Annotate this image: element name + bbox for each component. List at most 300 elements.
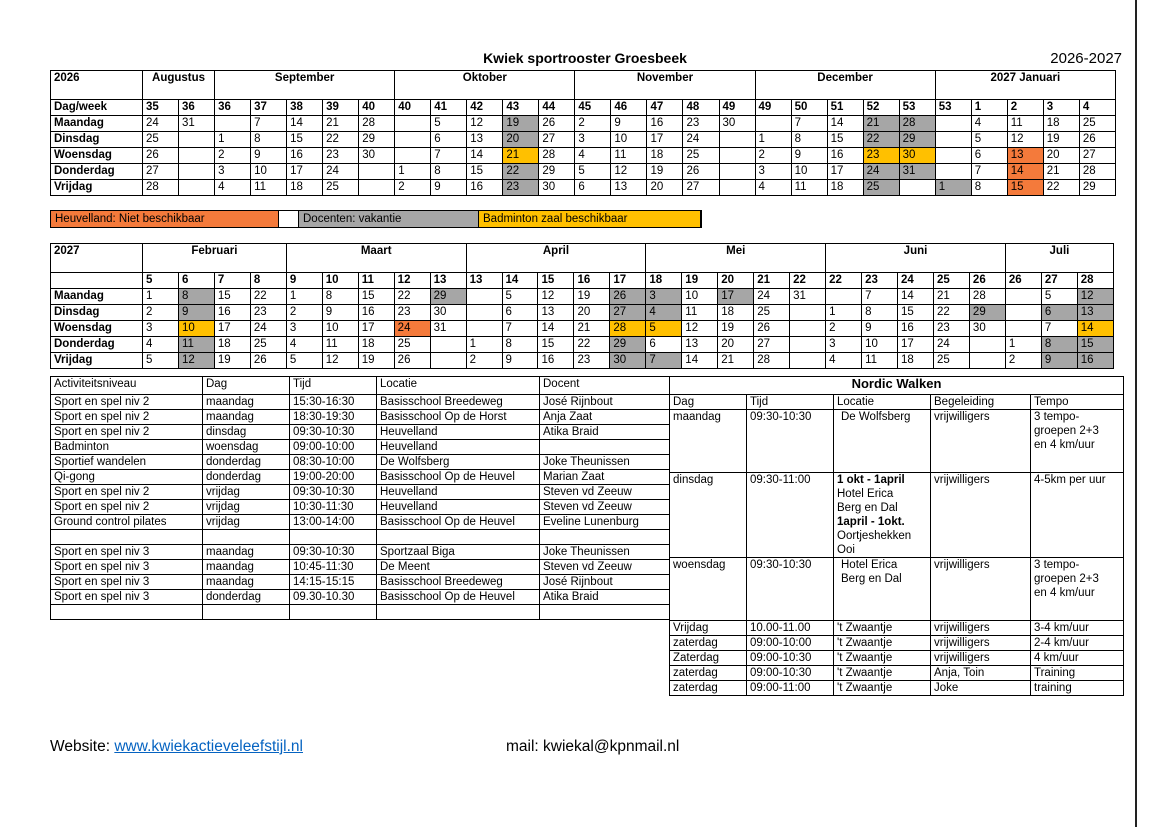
nordic-locatie: [834, 558, 931, 621]
date-cell: 4: [755, 180, 791, 196]
date-cell: 22: [1043, 180, 1079, 196]
calendar-2026: [50, 70, 1116, 196]
date-cell: [790, 353, 826, 369]
date-cell: 14: [538, 321, 574, 337]
date-cell: 28: [969, 289, 1005, 305]
date-cell: 9: [502, 353, 538, 369]
date-cell: 26: [394, 353, 430, 369]
date-cell: 18: [718, 305, 754, 321]
nordic-block-row: [670, 558, 1124, 621]
date-cell: 29: [1079, 180, 1115, 196]
nordic-cell: training: [1031, 681, 1124, 696]
activity-row: [51, 545, 670, 560]
activity-row: [51, 530, 670, 545]
nordic-cell: 't Zwaantje: [834, 666, 931, 681]
activity-cell: 09:30-10:30: [290, 485, 377, 500]
website-label: Website:: [50, 738, 111, 755]
date-cell: [430, 353, 466, 369]
month-label: April: [466, 244, 646, 273]
activity-cell: [203, 605, 290, 620]
nordic-cell: Zaterdag: [670, 651, 747, 666]
date-cell: 21: [323, 116, 359, 132]
date-cell: 26: [610, 289, 646, 305]
date-cell: 9: [178, 305, 214, 321]
date-cell: 3: [286, 321, 322, 337]
date-cell: 2: [826, 321, 862, 337]
date-cell: 8: [791, 132, 827, 148]
week-number: 40: [359, 100, 395, 116]
date-cell: 7: [791, 116, 827, 132]
date-cell: 13: [611, 180, 647, 196]
date-cell: 6: [431, 132, 467, 148]
date-cell: 16: [214, 305, 250, 321]
nordic-cell: 10.00-11.00: [747, 621, 834, 636]
month-label: November: [575, 71, 755, 100]
week-number: 26: [1005, 273, 1041, 289]
week-number: 38: [287, 100, 323, 116]
week-number: 17: [610, 273, 646, 289]
activity-cell: Basisschool Op de Heuvel: [377, 470, 540, 485]
date-cell: 3: [143, 321, 179, 337]
column-header: Docent: [540, 377, 670, 395]
activity-row: [51, 440, 670, 455]
nordic-cell: vrijwilligers: [931, 651, 1031, 666]
date-cell: 14: [827, 116, 863, 132]
nordic-cell: 't Zwaantje: [834, 651, 931, 666]
date-cell: 13: [467, 132, 503, 148]
nordic-locatie: [834, 410, 931, 473]
date-cell: 8: [178, 289, 214, 305]
nordic-tempo: [1031, 410, 1124, 473]
date-cell: 7: [502, 321, 538, 337]
week-number: 13: [430, 273, 466, 289]
date-cell: 15: [898, 305, 934, 321]
month-label: Maart: [286, 244, 466, 273]
date-cell: 5: [1041, 289, 1077, 305]
date-cell: 31: [179, 116, 215, 132]
date-cell: 8: [431, 164, 467, 180]
week-number: 50: [791, 100, 827, 116]
date-cell: 21: [574, 321, 610, 337]
date-cell: 28: [1079, 164, 1115, 180]
activity-cell: vrijdag: [203, 515, 290, 530]
nordic-cell: 09:00-10:30: [747, 651, 834, 666]
activity-cell: 15:30-16:30: [290, 395, 377, 410]
date-cell: 7: [251, 116, 287, 132]
date-cell: 25: [394, 337, 430, 353]
nordic-cell: Training: [1031, 666, 1124, 681]
date-cell: 28: [754, 353, 790, 369]
nordic-tempo: [1031, 558, 1124, 621]
date-cell: 20: [503, 132, 539, 148]
date-cell: 2: [1005, 353, 1041, 369]
date-cell: 2: [575, 116, 611, 132]
date-cell: 27: [754, 337, 790, 353]
activity-cell: Eveline Lunenburg: [540, 515, 670, 530]
date-cell: 18: [647, 148, 683, 164]
activity-cell: Qi-gong: [51, 470, 203, 485]
nordic-cell: vrijwilligers: [931, 621, 1031, 636]
date-cell: 18: [287, 180, 323, 196]
nordic-tijd: 09:30-10:30: [747, 558, 834, 621]
locatie-line: Hotel Erica: [837, 488, 894, 500]
date-cell: 13: [682, 337, 718, 353]
date-cell: 19: [214, 353, 250, 369]
date-cell: [969, 353, 1005, 369]
activity-row: [51, 605, 670, 620]
date-cell: [969, 337, 1005, 353]
date-cell: 12: [1007, 132, 1043, 148]
week-number: 26: [969, 273, 1005, 289]
date-cell: 23: [394, 305, 430, 321]
date-cell: 1: [466, 337, 502, 353]
week-number: 49: [719, 100, 755, 116]
date-cell: 28: [899, 116, 935, 132]
date-cell: 12: [322, 353, 358, 369]
date-cell: 22: [323, 132, 359, 148]
date-cell: 25: [683, 148, 719, 164]
month-label: 2027 Januari: [935, 71, 1115, 100]
week-number: 51: [827, 100, 863, 116]
date-cell: 17: [287, 164, 323, 180]
date-cell: 8: [502, 337, 538, 353]
date-cell: 5: [286, 353, 322, 369]
activity-cell: donderdag: [203, 470, 290, 485]
nordic-title: Nordic Walken: [670, 377, 1124, 395]
activity-cell: 10:30-11:30: [290, 500, 377, 515]
activity-cell: maandag: [203, 560, 290, 575]
date-cell: 8: [1041, 337, 1077, 353]
date-cell: 19: [718, 321, 754, 337]
day-label: Donderdag: [51, 164, 143, 180]
nordic-cell: zaterdag: [670, 636, 747, 651]
legend-item: Badminton zaal beschikbaar: [479, 211, 701, 227]
week-row: [51, 100, 1116, 116]
footer-mail: mail: kwiekal@kpnmail.nl: [506, 738, 680, 755]
week-number: 12: [394, 273, 430, 289]
date-cell: 21: [863, 116, 899, 132]
date-cell: [430, 337, 466, 353]
day-row: [51, 180, 1116, 196]
date-cell: 23: [574, 353, 610, 369]
calendar-2027: [50, 243, 1114, 369]
week-number: 1: [971, 100, 1007, 116]
date-cell: [179, 164, 215, 180]
date-cell: 2: [215, 148, 251, 164]
activity-cell: 09:30-10:30: [290, 425, 377, 440]
activity-cell: dinsdag: [203, 425, 290, 440]
week-number: 52: [863, 100, 899, 116]
activity-cell: Steven vd Zeeuw: [540, 485, 670, 500]
date-cell: 12: [178, 353, 214, 369]
date-cell: 1: [215, 132, 251, 148]
nordic-block-row: [670, 410, 1124, 473]
date-cell: 19: [574, 289, 610, 305]
activity-cell: 18:30-19:30: [290, 410, 377, 425]
date-cell: 18: [1043, 116, 1079, 132]
activity-cell: Sportief wandelen: [51, 455, 203, 470]
day-label: Maandag: [51, 116, 143, 132]
week-number: 53: [899, 100, 935, 116]
activity-cell: 09:00-10:00: [290, 440, 377, 455]
day-label: Woensdag: [51, 321, 143, 337]
week-number: 46: [611, 100, 647, 116]
date-cell: 16: [538, 353, 574, 369]
date-cell: 30: [610, 353, 646, 369]
page-title: Kwiek sportrooster Groesbeek: [483, 50, 687, 66]
date-cell: 29: [899, 132, 935, 148]
date-cell: 22: [574, 337, 610, 353]
date-cell: [466, 305, 502, 321]
date-cell: [755, 116, 791, 132]
date-cell: 23: [933, 321, 969, 337]
month-row: [51, 71, 1116, 100]
date-cell: 15: [214, 289, 250, 305]
date-cell: 9: [322, 305, 358, 321]
nordic-row: [670, 666, 1124, 681]
activity-cell: 13:00-14:00: [290, 515, 377, 530]
date-cell: 1: [143, 289, 179, 305]
date-cell: 29: [969, 305, 1005, 321]
date-cell: [359, 180, 395, 196]
activity-cell: woensdag: [203, 440, 290, 455]
week-number: 45: [575, 100, 611, 116]
activity-cell: 08:30-10:00: [290, 455, 377, 470]
date-cell: 19: [503, 116, 539, 132]
date-cell: 11: [611, 148, 647, 164]
nordic-cell: 3-4 km/uur: [1031, 621, 1124, 636]
activity-cell: Sport en spel niv 3: [51, 575, 203, 590]
nordic-cell: Anja, Toin: [931, 666, 1031, 681]
tempo-line: 3 tempo-: [1034, 559, 1080, 571]
date-cell: 29: [430, 289, 466, 305]
activity-row: [51, 575, 670, 590]
date-cell: 14: [467, 148, 503, 164]
date-cell: 2: [143, 305, 179, 321]
date-cell: 2: [286, 305, 322, 321]
activity-cell: 19:00-20:00: [290, 470, 377, 485]
activity-row: [51, 590, 670, 605]
date-cell: 14: [682, 353, 718, 369]
date-cell: 3: [215, 164, 251, 180]
date-cell: 26: [250, 353, 286, 369]
date-cell: 15: [538, 337, 574, 353]
date-cell: 9: [431, 180, 467, 196]
week-number: 5: [143, 273, 179, 289]
date-cell: [826, 289, 862, 305]
date-cell: 11: [682, 305, 718, 321]
date-cell: [1005, 305, 1041, 321]
date-cell: 16: [358, 305, 394, 321]
week-number: 11: [358, 273, 394, 289]
date-cell: [179, 148, 215, 164]
week-number: 7: [214, 273, 250, 289]
date-cell: [466, 289, 502, 305]
month-label: September: [215, 71, 395, 100]
week-number: 27: [1041, 273, 1077, 289]
date-cell: [179, 180, 215, 196]
week-number: 42: [467, 100, 503, 116]
date-cell: 27: [1079, 148, 1115, 164]
nordic-walken-table: [669, 376, 1124, 696]
date-cell: [935, 164, 971, 180]
date-cell: 8: [251, 132, 287, 148]
date-cell: 17: [898, 337, 934, 353]
date-cell: 16: [1077, 353, 1113, 369]
date-cell: 29: [539, 164, 575, 180]
date-cell: 7: [1041, 321, 1077, 337]
activity-cell: Sport en spel niv 2: [51, 500, 203, 515]
nordic-header: Begeleiding: [931, 395, 1031, 410]
date-cell: 19: [358, 353, 394, 369]
activity-cell: Sport en spel niv 2: [51, 395, 203, 410]
nordic-header: Dag: [670, 395, 747, 410]
date-cell: 12: [611, 164, 647, 180]
date-cell: [1005, 289, 1041, 305]
activity-row: [51, 500, 670, 515]
date-cell: 3: [826, 337, 862, 353]
activity-cell: Sport en spel niv 3: [51, 545, 203, 560]
date-cell: 23: [683, 116, 719, 132]
date-cell: 26: [754, 321, 790, 337]
date-cell: [935, 148, 971, 164]
date-cell: 1: [286, 289, 322, 305]
date-cell: 18: [214, 337, 250, 353]
date-cell: 17: [214, 321, 250, 337]
nordic-begeleiding: vrijwilligers: [931, 410, 1031, 473]
date-cell: 18: [358, 337, 394, 353]
activities-header: [51, 377, 670, 395]
date-cell: [935, 116, 971, 132]
date-cell: 17: [718, 289, 754, 305]
date-cell: [719, 180, 755, 196]
locatie-line: Berg en Dal: [837, 502, 898, 514]
nordic-dag: woensdag: [670, 558, 747, 621]
date-cell: 2: [466, 353, 502, 369]
legend-item: [279, 211, 299, 227]
week-number: 49: [755, 100, 791, 116]
date-cell: 27: [539, 132, 575, 148]
date-cell: [395, 116, 431, 132]
activity-cell: [540, 530, 670, 545]
week-number: 4: [1079, 100, 1115, 116]
date-cell: 7: [862, 289, 898, 305]
activity-cell: José Rijnbout: [540, 575, 670, 590]
day-label: Maandag: [51, 289, 143, 305]
date-cell: 9: [611, 116, 647, 132]
week-number: 37: [251, 100, 287, 116]
date-cell: 2: [395, 180, 431, 196]
date-cell: 9: [791, 148, 827, 164]
activity-cell: maandag: [203, 395, 290, 410]
activity-row: [51, 515, 670, 530]
date-cell: 11: [1007, 116, 1043, 132]
tempo-line: 3 tempo-: [1034, 411, 1080, 423]
date-cell: 30: [969, 321, 1005, 337]
date-cell: 15: [467, 164, 503, 180]
date-cell: 19: [1043, 132, 1079, 148]
date-cell: 28: [359, 116, 395, 132]
website-link[interactable]: www.kwiekactieveleefstijl.nl: [114, 738, 303, 755]
activity-cell: [290, 530, 377, 545]
day-row: [51, 116, 1116, 132]
week-number: 22: [790, 273, 826, 289]
activity-cell: Basisschool Breedeweg: [377, 395, 540, 410]
date-cell: 30: [719, 116, 755, 132]
date-cell: 14: [287, 116, 323, 132]
year-range: 2026-2027: [1050, 50, 1122, 67]
date-cell: 5: [646, 321, 682, 337]
week-number: 10: [322, 273, 358, 289]
date-cell: 9: [251, 148, 287, 164]
date-cell: 3: [575, 132, 611, 148]
week-number: 40: [395, 100, 431, 116]
date-cell: 5: [502, 289, 538, 305]
activity-cell: vrijdag: [203, 500, 290, 515]
month-label: Mei: [646, 244, 826, 273]
date-cell: 23: [323, 148, 359, 164]
date-cell: [395, 132, 431, 148]
activity-cell: José Rijnbout: [540, 395, 670, 410]
date-cell: 22: [933, 305, 969, 321]
date-cell: 27: [610, 305, 646, 321]
date-cell: 8: [862, 305, 898, 321]
week-number: 25: [933, 273, 969, 289]
date-cell: 31: [899, 164, 935, 180]
nordic-cell: 't Zwaantje: [834, 636, 931, 651]
date-cell: 4: [971, 116, 1007, 132]
week-number: 13: [466, 273, 502, 289]
date-cell: 26: [539, 116, 575, 132]
tempo-line: groepen 2+3: [1034, 573, 1099, 585]
activity-cell: Basisschool Op de Horst: [377, 410, 540, 425]
date-cell: 2: [755, 148, 791, 164]
date-cell: 5: [431, 116, 467, 132]
date-cell: [466, 321, 502, 337]
activity-cell: [51, 530, 203, 545]
activity-row: [51, 485, 670, 500]
week-number: 44: [539, 100, 575, 116]
date-cell: 4: [286, 337, 322, 353]
date-cell: 27: [683, 180, 719, 196]
date-cell: [899, 180, 935, 196]
locatie-line: 1 okt - 1april: [837, 474, 905, 486]
activity-cell: Sport en spel niv 2: [51, 425, 203, 440]
activity-cell: [290, 605, 377, 620]
date-cell: 10: [862, 337, 898, 353]
page-edge-line: [1135, 0, 1137, 827]
date-cell: 14: [898, 289, 934, 305]
day-row: [51, 305, 1114, 321]
activity-cell: Basisschool Breedeweg: [377, 575, 540, 590]
date-cell: 30: [539, 180, 575, 196]
date-cell: 25: [250, 337, 286, 353]
date-cell: 21: [503, 148, 539, 164]
week-number: 22: [826, 273, 862, 289]
date-cell: 28: [610, 321, 646, 337]
activity-cell: Heuvelland: [377, 500, 540, 515]
month-label: Juni: [826, 244, 1006, 273]
week-number: 48: [683, 100, 719, 116]
date-cell: 4: [646, 305, 682, 321]
activity-cell: [377, 530, 540, 545]
nordic-cell: vrijwilligers: [931, 636, 1031, 651]
nordic-dag: maandag: [670, 410, 747, 473]
activity-row: [51, 410, 670, 425]
date-cell: 14: [1077, 321, 1113, 337]
activity-row: [51, 560, 670, 575]
date-cell: 13: [538, 305, 574, 321]
